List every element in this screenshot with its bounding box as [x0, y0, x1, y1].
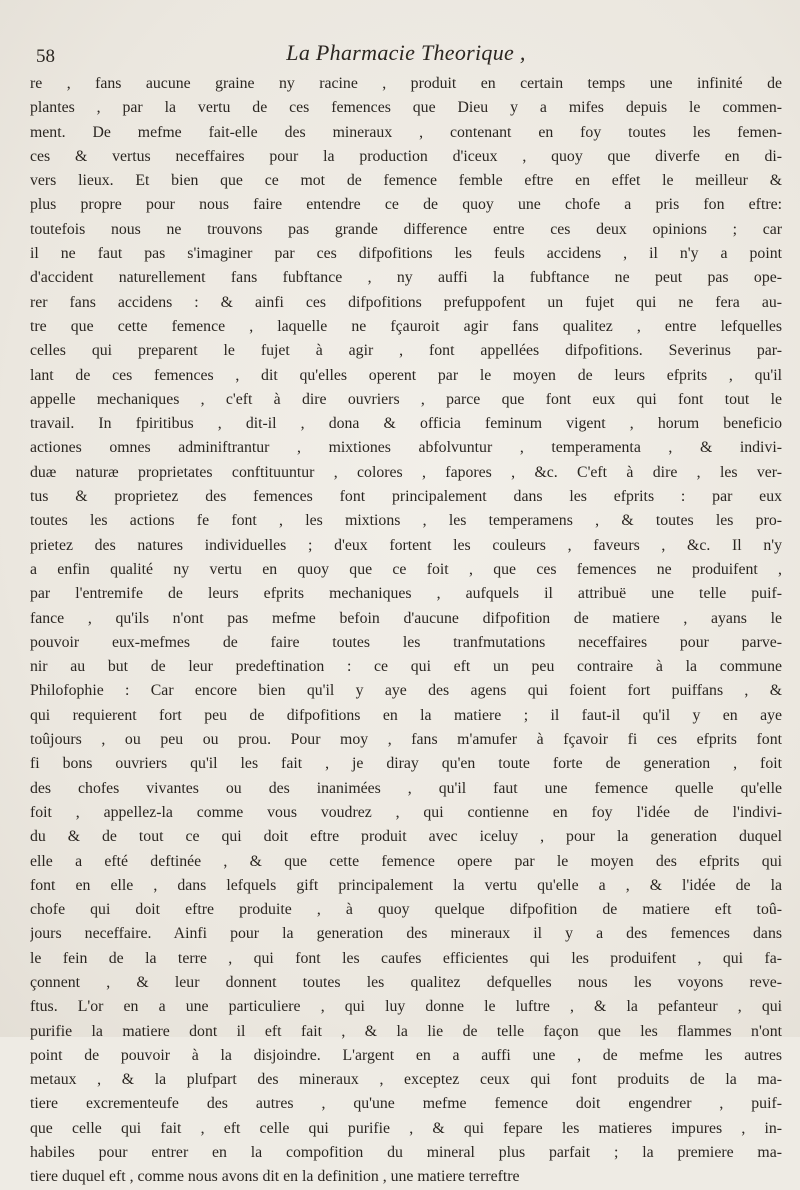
text-line: d'accident naturellement fans fubftance , ny auffi la fubftance ne peut pas ope- — [30, 269, 782, 287]
text-line: prietez des natures individuelles ; d'eux fortent les couleurs , faveurs , &c. Il n'y — [30, 536, 782, 554]
text-line: jours neceffaire. Ainfi pour la generation des mineraux il y a des femences dans — [30, 925, 782, 943]
body-text — [30, 72, 782, 1190]
page-header — [36, 38, 776, 72]
text-line: chofe qui doit eftre produite , à quoy quelque difpofition de matiere eft toû- — [30, 901, 782, 919]
text-line: du & de tout ce qui doit eftre produit avec iceluy , pour la generation duquel — [30, 828, 782, 846]
text-line: il ne faut pas s'imaginer par ces difpofitions les feuls accidens , il n'y a point — [30, 245, 782, 263]
text-line: appelle mechaniques , c'eft à dire ouvriers , parce que font eux qui font tout le — [30, 390, 782, 408]
text-line: nir au but de leur predeftination : ce qui eft un peu contraire à la commune — [30, 658, 782, 676]
text-line: Philofophie : Car encore bien qu'il y aye des agens qui foient fort puiffans , & — [30, 682, 782, 700]
text-line: toutes les actions fe font , les mixtions , les temperamens , & toutes les pro- — [30, 512, 782, 530]
text-line: toûjours , ou peu ou prou. Pour moy , fans m'amufer à fçavoir fi ces efprits font — [30, 731, 782, 749]
text-line: ces & vertus neceffaires pour la production d'iceux , quoy que diverfe en di- — [30, 147, 782, 165]
text-line: tiere excrementeufe des autres , qu'une mefme femence doit engendrer , puif- — [30, 1095, 782, 1113]
text-line: fi bons ouvriers qu'il les fait , je diray qu'en toute forte de generation , foit — [30, 755, 782, 773]
text-line: ment. De mefme fait-elle des mineraux , contenant en foy toutes les femen- — [30, 123, 782, 141]
text-line: çonnent , & leur donnent toutes les qualitez defquelles nous les voyons reve- — [30, 973, 782, 991]
text-line: plantes , par la vertu de ces femences que Dieu y a mifes depuis le commen- — [30, 99, 782, 117]
text-line: purifie la matiere dont il eft fait , & la lie de telle façon que les flammes n'ont — [30, 1022, 782, 1040]
text-line: plus propre pour nous faire entendre ce de quoy une chofe a pris fon eftre: — [30, 196, 782, 214]
page-number: 58 — [36, 46, 55, 67]
text-line: par l'entremife de leurs efprits mechaniques , aufquels il attribuë une telle puif- — [30, 585, 782, 603]
text-line: pouvoir eux-mefmes de faire toutes les tranfmutations neceffaires pour parve- — [30, 633, 782, 651]
text-line: fance , qu'ils n'ont pas mefme befoin d'aucune difpofition de matiere , ayans le — [30, 609, 782, 627]
text-line: tus & proprietez des femences font principalement dans les efprits : par eux — [30, 488, 782, 506]
text-line: tre que cette femence , laquelle ne fçauroit agir fans qualitez , entre lefquelles — [30, 317, 782, 335]
text-line: rer fans accidens : & ainfi ces difpofitions prefuppofent un fujet qui ne fera au- — [30, 293, 782, 311]
text-line: foit , appellez-la comme vous voudrez , qui contienne en foy l'idée de l'indivi- — [30, 803, 782, 821]
text-line: font en elle , dans lefquels gift principalement la vertu qu'elle a , & l'idée de la — [30, 876, 782, 894]
text-line: ftus. L'or en a une particuliere , qui luy donne le luftre , & la pefanteur , qui — [30, 998, 782, 1016]
text-line: actiones omnes adminiftrantur , mixtiones abfolvuntur , temperamenta , & indivi- — [30, 439, 782, 457]
text-line: duæ naturæ proprietates conftituuntur , colores , fapores , &c. C'eft à dire , les ver- — [30, 463, 782, 481]
text-line: tiere duquel eft , comme nous avons dit en la definition , une matiere terreftre — [30, 1168, 520, 1186]
text-line: vers lieux. Et bien que ce mot de femence femble eftre en effet le meilleur & — [30, 172, 782, 190]
text-line: le fein de la terre , qui font les caufes efficientes qui les produifent , qui fa- — [30, 949, 782, 967]
text-line: point de pouvoir à la disjoindre. L'argent en a auffi une , de mefme les autres — [30, 1046, 782, 1064]
text-line: celles qui preparent le fujet à agir , font appellées difpofitions. Severinus par- — [30, 342, 782, 360]
running-title: La Pharmacie Theorique , — [286, 40, 526, 65]
text-line: que celle qui fait , eft celle qui purifie , & qui fepare les matieres impures , in- — [30, 1119, 782, 1137]
text-line: travail. In fpiritibus , dit-il , dona & officia feminum vigent , horum beneficio — [30, 415, 782, 433]
text-line: des chofes vivantes ou des inanimées , qu'il faut une femence quelle qu'elle — [30, 779, 782, 797]
text-line: metaux , & la plufpart des mineraux , exceptez ceux qui font produits de la ma- — [30, 1071, 782, 1089]
text-line: a enfin qualité ny vertu en quoy que ce foit , que ces femences ne produifent , — [30, 560, 782, 578]
text-line: lant de ces femences , dit qu'elles operent par le moyen de leurs efprits , qu'il — [30, 366, 782, 384]
text-line: re , fans aucune graine ny racine , produit en certain temps une infinité de — [30, 75, 782, 92]
text-line: toutefois nous ne trouvons pas grande difference entre ces deux opinions ; car — [30, 220, 782, 238]
text-line: elle a efté deftinée , & que cette femence opere par le moyen des efprits qui — [30, 852, 782, 870]
text-line: habiles pour entrer en la compofition du mineral plus parfait ; la premiere ma- — [30, 1144, 782, 1162]
text-line: qui requierent fort peu de difpofitions en la matiere ; il faut-il qu'il y en aye — [30, 706, 782, 724]
